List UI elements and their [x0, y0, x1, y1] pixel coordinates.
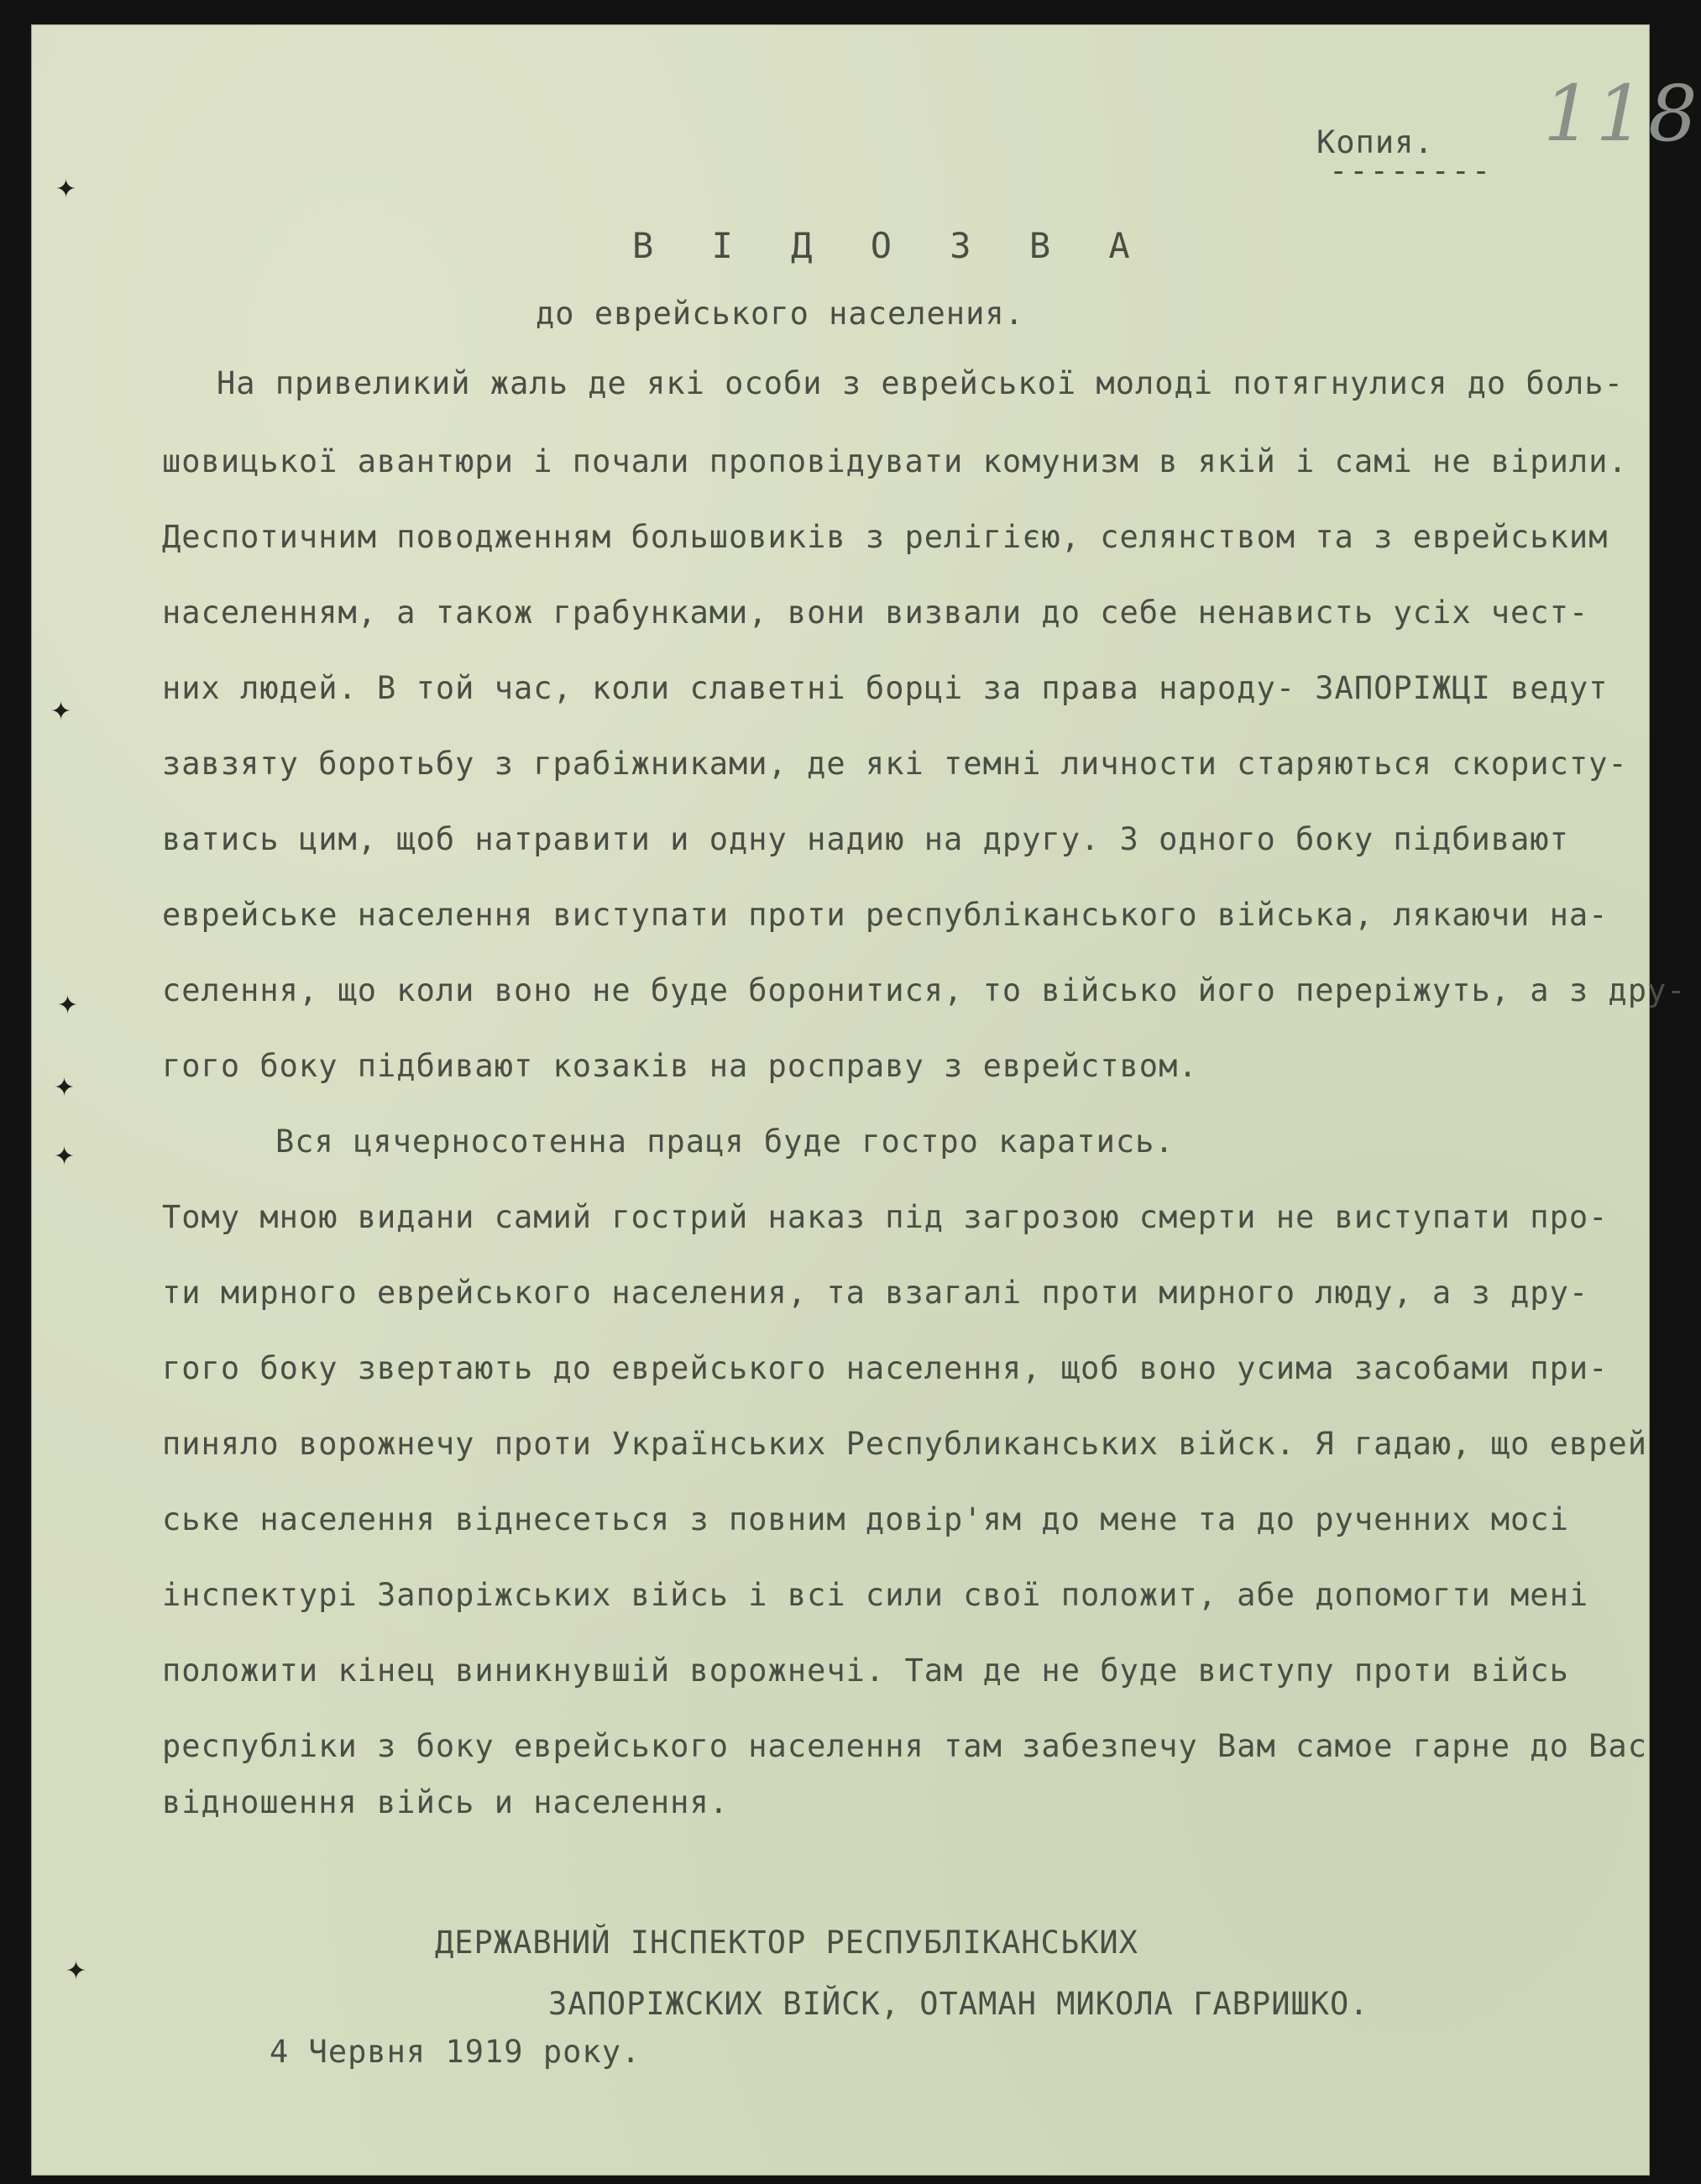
body-line: гого боку звертають до еврейського населення, щоб воно усима засобами при-	[162, 1350, 1609, 1386]
body-line: республіки з боку еврейського населення там забезпечу Вам самое гарне до Вас	[162, 1728, 1647, 1764]
document-date: 4 Червня 1919 року.	[270, 2034, 641, 2070]
body-line: завзяту боротьбу з грабіжниками, де які темні личности старяються скористу-	[162, 746, 1628, 782]
body-line: відношення війсь и населення.	[162, 1784, 730, 1820]
body-line: шовицької авантюри і почали проповідувати комунизм в якій і самі не вірили.	[162, 443, 1628, 479]
document-subtitle: до еврейського населения.	[536, 296, 1024, 332]
signature-line: ЗАПОРІЖСКИХ ВІЙСК, ОТАМАН МИКОЛА ГАВРИШКО.	[548, 1986, 1369, 2022]
body-line: положити кінец виникнувшій ворожнечі. Там де не буде виступу проти війсь	[162, 1652, 1569, 1689]
pin-mark: ✦	[55, 175, 77, 204]
pin-mark: ✦	[54, 1073, 76, 1102]
body-line: Тому мною видани самий гострий наказ під загрозою смерти не виступати про-	[162, 1199, 1609, 1235]
copy-label: Копия.	[1316, 124, 1434, 160]
punch-hole	[0, 403, 18, 422]
body-line: Вся цячерносотенна праця буде гостро каратись.	[275, 1123, 1175, 1160]
body-line: ватись цим, щоб натравити и одну надию на другу. З одного боку підбивают	[162, 821, 1569, 857]
body-line: ти мирного еврейського населения, та взагалі проти мирного люду, а з дру-	[162, 1275, 1589, 1311]
punch-hole	[0, 168, 18, 186]
archive-number: 118	[1543, 69, 1701, 159]
body-line: інспектурі Запоріжських війсь і всі сили свої положит, абе допомогти мені	[162, 1577, 1589, 1613]
body-line: Деспотичним поводженням большовиків з релігією, селянством та з еврейським	[162, 519, 1609, 555]
punch-hole	[0, 1595, 18, 1614]
body-line: них людей. В той час, коли славетні борці за права народу- ЗАПОРІЖЦІ ведут	[162, 670, 1609, 706]
pin-mark: ✦	[50, 697, 72, 726]
body-line: населенням, а також грабунками, вони визвали до себе ненависть усіх чест-	[162, 594, 1589, 631]
pin-mark: ✦	[65, 1956, 87, 1986]
document-title: В І Д О З В А	[632, 225, 1149, 266]
pin-mark: ✦	[57, 991, 79, 1020]
punch-hole	[0, 966, 18, 984]
body-line: еврейське населення виступати проти республіканського війська, лякаючи на-	[162, 897, 1609, 933]
body-line: пиняло ворожнечу проти Українських Республиканських війск. Я гадаю, що еврей	[162, 1426, 1647, 1462]
body-line: селення, що коли воно не буде боронитися, то військо його переріжуть, а з дру-	[162, 972, 1687, 1008]
body-line: На привеликий жаль де які особи з еврейської молоді потягнулися до боль-	[217, 365, 1624, 401]
signature-line: ДЕРЖАВНИЙ ІНСПЕКТОР РЕСПУБЛІКАНСЬКИХ	[435, 1925, 1138, 1961]
body-line: гого боку підбивают козаків на росправу з еврейством.	[162, 1048, 1198, 1084]
document-page	[32, 25, 1701, 2175]
pin-mark: ✦	[54, 1142, 76, 1171]
body-line: ське населення віднесеться з повним довір'ям до мене та до рученних мосі	[162, 1501, 1569, 1537]
copy-underline: --------	[1329, 153, 1493, 189]
